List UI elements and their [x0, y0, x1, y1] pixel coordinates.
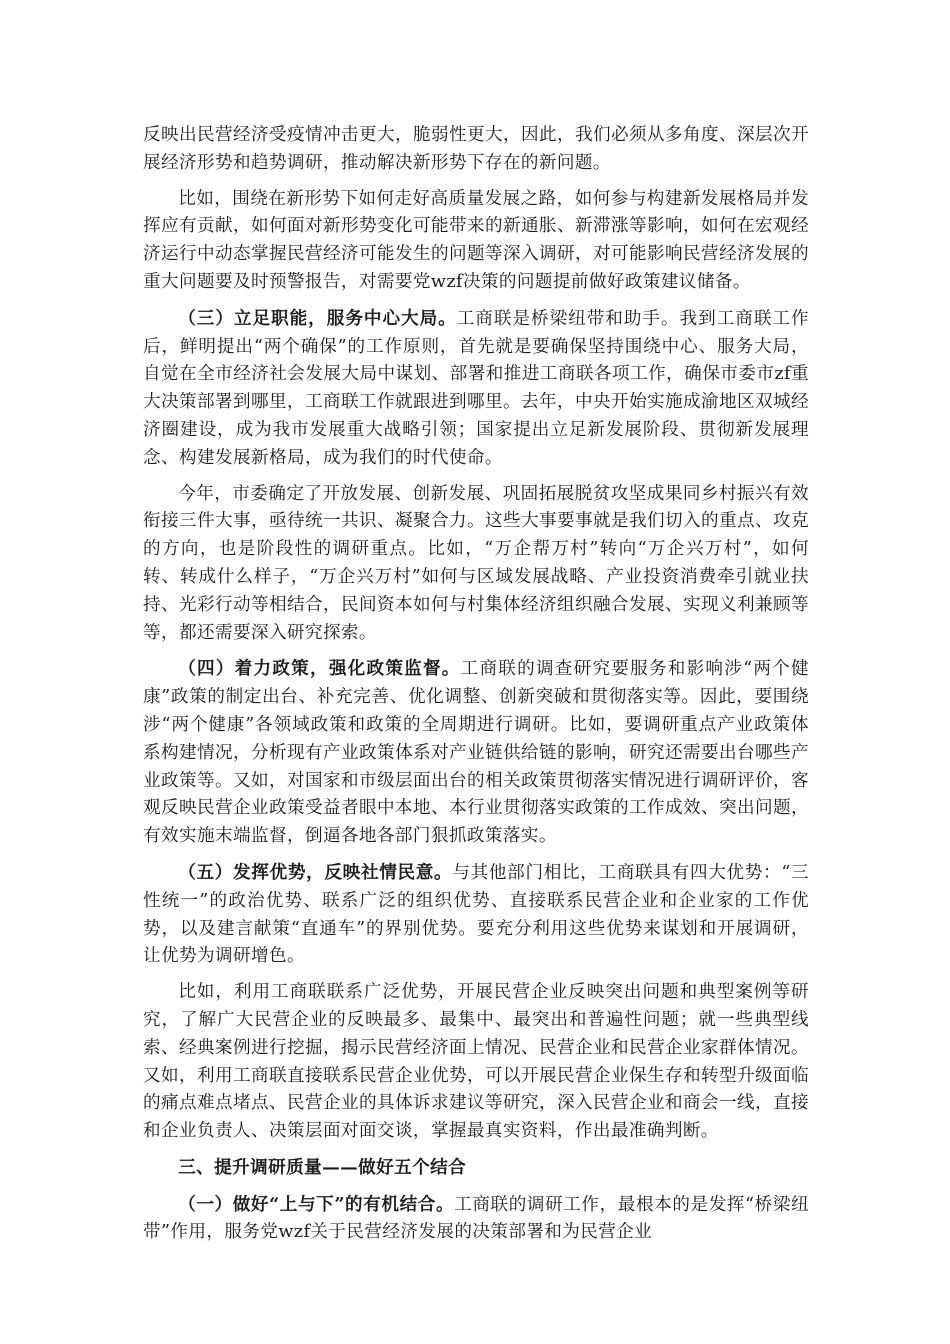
paragraph-section-3: [143, 305, 809, 473]
paragraph-continuation: [143, 122, 809, 178]
heading-text: 三、提升调研质量——做好五个结合: [178, 1156, 467, 1178]
section-lead-3: （三）立足职能，服务中心大局。: [178, 307, 457, 329]
paragraph-text: 比如，利用工商联联系广泛优势，开展民营企业反映突出问题和典型案例等研究，了解广大民营企业的反映最多、最集中、最突出和普遍性问题；就一些典型线索、经典案例进行挖掘，揭示民营经济面上情况、民营企业和民营企业家群体情况。又如，利用工商联直接联系民营企业优势，可以开展民营企业保生存和转型升级面临的痛点难点堵点、民营企业的具体诉求建议等研究，深入民营企业和商会一线，直接和企业负责人、决策层面对面交谈，掌握最真实资料，作出最准确判断。: [143, 982, 809, 1142]
document-body: [143, 122, 809, 1247]
paragraph-combination-1: [143, 1191, 809, 1248]
paragraph-text: 反映出民营经济受疫情冲击更大，脆弱性更大，因此，我们必须从多角度、深层次开展经济形势和趋势调研，推动解决新形势下存在的新问题。: [143, 125, 809, 173]
paragraph-example-advantages: [143, 979, 809, 1146]
paragraph-section-5: [143, 859, 809, 971]
section-lead-5: （五）发挥优势，反映社情民意。: [178, 861, 453, 883]
section-heading-3: [143, 1154, 809, 1183]
paragraph-text: 今年，市委确定了开放发展、创新发展、巩固拓展脱贫攻坚成果同乡村振兴有效衔接三件大事，亟待统一共识、凝聚合力。这些大事要事就是我们切入的重点、攻克的方向，也是阶段性的调研重点。比如，“万企帮万村”转向“万企兴万村”，如何转、转成什么样子，“万企兴万村”如何与区域发展战略、产业投资消费牵引就业扶持、光彩行动等相结合，民间资本如何与村集体经济组织融合发展、实现义利兼顾等等，都还需要深入研究探索。: [143, 483, 809, 643]
paragraph-text: 与其他部门相比，工商联具有四大优势：“三性统一”的政治优势、联系广泛的组织优势、直接联系民营企业和企业家的工作优势，以及建言献策“直通车”的界别优势。要充分利用这些优势来谋划和开展调研，让优势为调研增色。: [143, 862, 809, 967]
paragraph-section-4: [143, 655, 809, 851]
paragraph-example-new-situation: [143, 186, 809, 297]
paragraph-this-year: [143, 481, 809, 648]
paragraph-text: 工商联是桥梁纽带和助手。我到工商联工作后，鲜明提出“两个确保”的工作原则，首先就是要确保坚持围绕中心、服务大局，自觉在全市经济社会发展大局中谋划、部署和推进工商联各项工作，确保市委市zf重大决策部署到哪里，工商联工作就跟进到哪里。去年，中央开始实施成渝地区双城经济圈建设，成为我市发展重大战略引领；国家提出立足新发展阶段、贯彻新发展理念、构建发展新格局，成为我们的时代使命。: [143, 308, 809, 468]
paragraph-text: 工商联的调研工作，最根本的是发挥“桥梁纽带”作用，服务党wzf关于民营经济发展的决策部署和为民营企业: [143, 1194, 809, 1243]
section-lead-combination-1: （一）做好“上与下”的有机结合。: [178, 1193, 455, 1215]
paragraph-text: 比如，围绕在新形势下如何走好高质量发展之路，如何参与构建新发展格局并发挥应有贡献，如何面对新形势变化可能带来的新通胀、新滞涨等影响，如何在宏观经济运行中动态掌握民营经济可能发生的问题等深入调研，对可能影响民营经济发展的重大问题要及时预警报告，对需要党wzf决策的问题提前做好政策建议储备。: [143, 188, 809, 292]
paragraph-text: 工商联的调查研究要服务和影响涉“两个健康”政策的制定出台、补充完善、优化调整、创新突破和贯彻落实等。因此，要围绕涉“两个健康”各领域政策和政策的全周期进行调研。比如，要调研重点产业政策体系构建情况，分析现有产业政策体系对产业链供给链的影响，研究还需要出台哪些产业政策等。又如，对国家和市级层面出台的相关政策贯彻落实情况进行调研评价，客观反映民营企业政策受益者眼中本地、本行业贯彻落实政策的工作成效、突出问题，有效实施末端监督，倒逼各地各部门狠抓政策落实。: [143, 659, 809, 847]
section-lead-4: （四）着力政策，强化政策监督。: [178, 658, 461, 680]
